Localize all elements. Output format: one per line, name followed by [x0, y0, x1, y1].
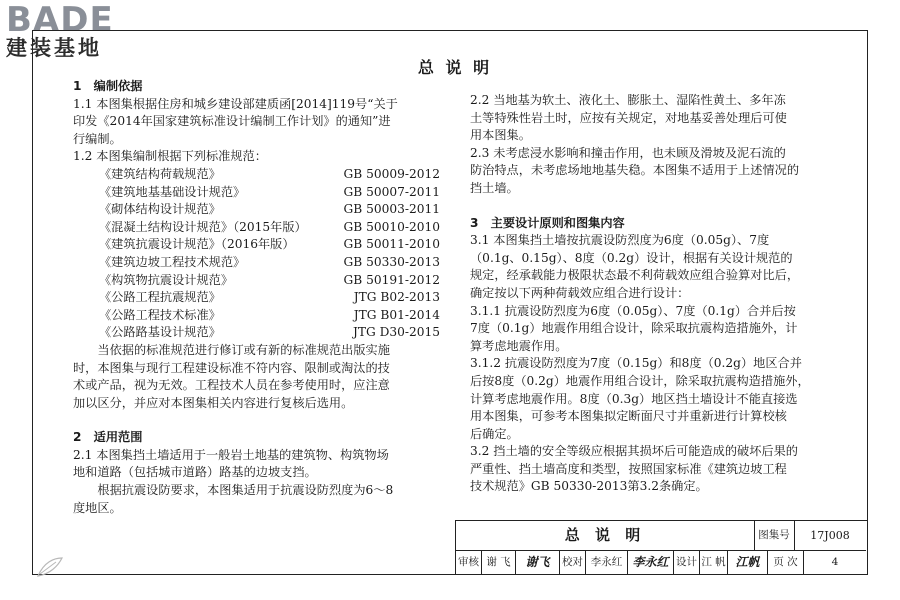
text-line: 规定，经承载能力极限状态最不利荷载效应组合验算对比后， — [470, 268, 800, 283]
page-title: 总 说 明 — [417, 58, 493, 77]
standard-row — [73, 184, 445, 202]
standard-name: 《公路工程抗震规范》 — [99, 290, 221, 305]
standard-row — [73, 166, 445, 184]
standard-row — [73, 254, 445, 272]
standard-name: 《混凝土结构设计规范》（2015年版） — [99, 219, 307, 234]
standard-code: GB 50009-2012 — [343, 166, 440, 181]
standard-row — [73, 307, 445, 325]
text-line: 后按8度（0.2g）地震作用组合设计，除采取抗震构造措施外， — [470, 373, 810, 388]
standard-row — [73, 324, 445, 342]
standard-name: 《建筑抗震设计规范》（2016年版） — [99, 237, 295, 252]
standard-name: 《公路工程技术标准》 — [99, 307, 221, 322]
text-line: 用本图集，可参考本图集拟定断面尺寸并重新进行计算校核 — [470, 409, 787, 424]
standard-code: JTG B01-2014 — [353, 307, 440, 322]
standard-code: JTG B02-2013 — [353, 290, 440, 305]
reviewer-signature: 谢飞 — [516, 550, 560, 574]
text-line: 2.1 本图集挡土墙适用于一般岩土地基的建筑物、构筑物场 — [73, 447, 389, 462]
standard-name: 《公路路基设计规范》 — [99, 325, 221, 340]
design-label: 设计 — [674, 550, 700, 574]
text-line: 算考虑地震作用。 — [470, 338, 568, 353]
text-line: 土等特殊性岩土时，应按有关规定，对地基妥善处理后可使 — [470, 110, 787, 125]
atlas-number: 17J008 — [810, 529, 850, 542]
text-line: 3.2 挡土墙的安全等级应根据其损坏后可能造成的破坏后果的 — [470, 444, 798, 459]
standard-name: 《构筑物抗震设计规范》 — [99, 272, 234, 287]
text-line: 防治特点，未考虑场地地基失稳。本图集不适用于上述情况的 — [470, 163, 800, 178]
section-3-heading: 3 主要设计原则和图集内容 — [470, 215, 625, 230]
text-line: 印发《2014年国家建筑标准设计编制工作计划》的通知”进 — [73, 114, 391, 129]
text-line: 挡土墙。 — [470, 180, 519, 195]
standard-row — [73, 289, 445, 307]
text-line: （0.1g、0.15g）、8度（0.2g）设计，根据有关设计规范的 — [470, 250, 793, 265]
text-line: 2.2 当地基为软土、液化土、膨胀土、湿陷性黄土、多年冻 — [470, 93, 786, 107]
text-line: 2.3 未考虑浸水影响和撞击作用，也未顾及滑坡及泥石流的 — [470, 145, 786, 160]
standard-row — [73, 236, 445, 254]
standard-code: GB 50011-2010 — [343, 237, 440, 252]
review-label: 审核 — [456, 550, 482, 574]
reviewer-name: 谢 飞 — [482, 550, 516, 574]
designer-signature: 江帆 — [728, 550, 768, 574]
checker-signature: 李永红 — [628, 550, 674, 574]
text-line: 度地区。 — [73, 500, 122, 515]
text-line: 术或产品，视为无效。工程技术人员在参考使用时，应注意 — [73, 378, 390, 393]
text-line: 加以区分，并应对本图集相关内容进行复核后选用。 — [73, 395, 354, 410]
section-2-heading: 2 适用范围 — [73, 430, 143, 445]
standard-name: 《建筑地基基础设计规范》 — [99, 184, 246, 199]
text-line: 1.1 本图集根据住房和城乡建设部建质函[2014]119号“关于 — [73, 96, 398, 111]
check-label: 校对 — [560, 550, 586, 574]
text-line: 1.2 本图集编制根据下列标准规范： — [73, 149, 267, 164]
atlas-number-label: 图集号 — [754, 521, 795, 550]
right-column — [470, 92, 835, 496]
title-block-header — [456, 521, 866, 551]
designer-name: 江 帆 — [700, 550, 728, 574]
standard-code: JTG D30-2015 — [352, 325, 440, 340]
standard-name: 《砌体结构设计规范》 — [99, 202, 221, 217]
left-column — [73, 78, 445, 517]
standard-code: GB 50330-2013 — [343, 254, 440, 269]
title-block — [455, 520, 867, 574]
text-line: 行编制。 — [73, 131, 122, 146]
text-line: 时，本图集与现行工程建设标准不符内容、限制或淘汰的技 — [73, 360, 390, 375]
checker-name: 李永红 — [586, 550, 628, 574]
logo-subtitle: 建装基地 — [6, 36, 102, 60]
text-line: 技术规范》GB 50330-2013第3.2条确定。 — [470, 479, 708, 494]
logo-word: BADE — [6, 0, 114, 40]
text-line: 后确定。 — [470, 426, 519, 441]
standard-code: GB 50010-2010 — [343, 219, 440, 234]
standard-name: 《建筑结构荷载规范》 — [99, 166, 221, 181]
standard-row — [73, 201, 445, 219]
text-line: 3.1.1 抗震设防烈度为6度（0.05g）、7度（0.1g）合并后按 — [470, 303, 796, 318]
text-line: 3.1.2 抗震设防烈度为7度（0.15g）和8度（0.2g）地区合并 — [470, 356, 802, 371]
text-line: 确定按以下两种荷载效应组合进行设计： — [470, 285, 690, 300]
text-line: 3.1 本图集挡土墙按抗震设防烈度为6度（0.05g）、7度 — [470, 233, 770, 248]
title-block-title: 总 说 明 — [456, 521, 755, 550]
standard-row — [73, 272, 445, 290]
standard-code: GB 50007-2011 — [343, 184, 440, 199]
section-1-heading: 1 编制依据 — [73, 79, 143, 93]
text-line: 根据抗震设防要求，本图集适用于抗震设防烈度为6～8 — [97, 483, 394, 498]
text-line: 7度（0.1g）地震作用组合设计，除采取抗震构造措施外，计 — [470, 321, 798, 336]
text-line: 用本图集。 — [470, 128, 531, 143]
standard-row — [73, 219, 445, 237]
leaf-watermark-icon — [36, 556, 64, 582]
text-line: 当依据的标准规范进行修订或有新的标准规范出版实施 — [97, 342, 390, 357]
standard-code: GB 50003-2011 — [343, 202, 440, 217]
page-label: 页 次 — [768, 550, 804, 574]
standard-code: GB 50191-2012 — [343, 272, 440, 287]
text-line: 地和道路（包括城市道路）路基的边坡支挡。 — [73, 465, 317, 480]
page-number: 4 — [831, 556, 839, 568]
text-line: 严重性、挡土墙高度和类型，按照国家标准《建筑边坡工程 — [470, 461, 787, 476]
text-line: 计算考虑地震作用。8度（0.3g）地区挡土墙设计不能直接选 — [470, 391, 798, 406]
signature-row — [456, 550, 866, 574]
standard-name: 《建筑边坡工程技术规范》 — [99, 254, 246, 269]
